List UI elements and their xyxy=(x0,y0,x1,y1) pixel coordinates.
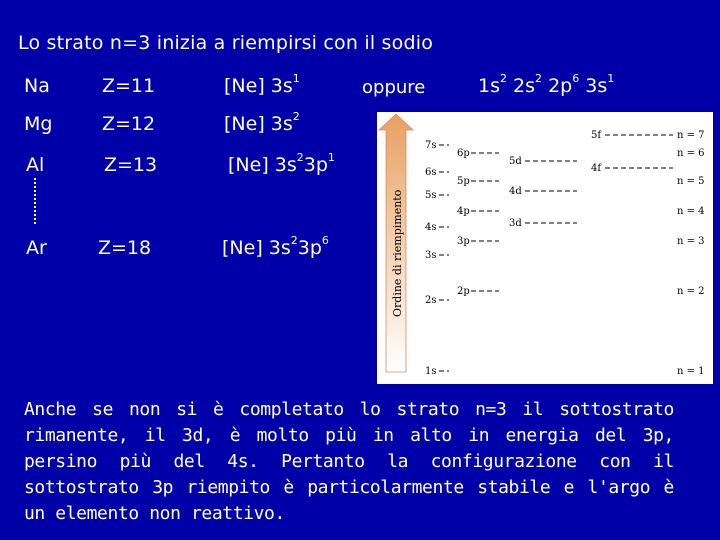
level-2s: 2s xyxy=(425,295,437,306)
config-mg: [Ne] $3s^2$ xyxy=(224,110,300,135)
level-6p: 6p xyxy=(457,148,470,159)
symbol-na: Na xyxy=(24,75,50,97)
level-6s: 6s xyxy=(425,167,437,178)
level-5f: 5f xyxy=(591,130,602,141)
config-al: [Ne] $3s^23p^1$ xyxy=(228,151,335,176)
arrow-label: Ordine di riempimento xyxy=(391,189,404,317)
level-lines xyxy=(439,135,673,371)
symbol-al: Al xyxy=(26,154,45,176)
config-ar: [Ne] $3s^23p^6$ xyxy=(222,234,329,259)
oppure-label: oppure xyxy=(362,77,426,98)
level-5d: 5d xyxy=(509,156,522,167)
z-ar: Z=18 xyxy=(98,237,152,259)
label-n6: n = 6 xyxy=(677,148,705,159)
level-4s: 4s xyxy=(425,222,437,233)
symbol-ar: Ar xyxy=(26,237,47,259)
level-5p: 5p xyxy=(457,176,470,187)
symbol-mg: Mg xyxy=(24,113,53,135)
level-3p: 3p xyxy=(457,236,470,247)
full-config-na: $1s^2$ $2s^2$ $2p^6$ $3s^1$ xyxy=(478,72,615,97)
label-n5: n = 5 xyxy=(677,176,705,187)
label-n2: n = 2 xyxy=(677,286,705,297)
level-5s: 5s xyxy=(425,190,437,201)
level-3s: 3s xyxy=(425,250,437,261)
level-7s: 7s xyxy=(425,140,437,151)
level-4f: 4f xyxy=(591,163,602,174)
level-3d: 3d xyxy=(509,218,522,229)
label-n3: n = 3 xyxy=(677,236,705,247)
explanation-paragraph: Anche se non si è completato lo strato n=3 il sottostrato rimanente, il 3d, è molto più in alto in energia del 3p, persino più del 4s. Pertanto la configurazione con il sottostrato 3p riempito è particolarmente stabile e l'argo è un elemento non reattivo. xyxy=(24,399,674,524)
z-al: Z=13 xyxy=(104,154,158,176)
slide-title: Lo strato n=3 inizia a riempirsi con il sodio xyxy=(18,32,434,54)
level-2p: 2p xyxy=(457,286,470,297)
filling-order-arrow xyxy=(379,114,413,372)
label-n1: n = 1 xyxy=(677,366,705,377)
z-mg: Z=12 xyxy=(102,113,156,135)
level-4p: 4p xyxy=(457,206,470,217)
z-na: Z=11 xyxy=(102,75,156,97)
level-1s: 1s xyxy=(425,366,437,377)
energy-level-diagram xyxy=(377,112,713,384)
level-4d: 4d xyxy=(509,186,522,197)
config-na: [Ne] $3s^1$ xyxy=(224,72,300,97)
label-n7: n = 7 xyxy=(677,130,705,141)
ellipsis-dots xyxy=(34,178,42,224)
label-n4: n = 4 xyxy=(677,206,705,217)
